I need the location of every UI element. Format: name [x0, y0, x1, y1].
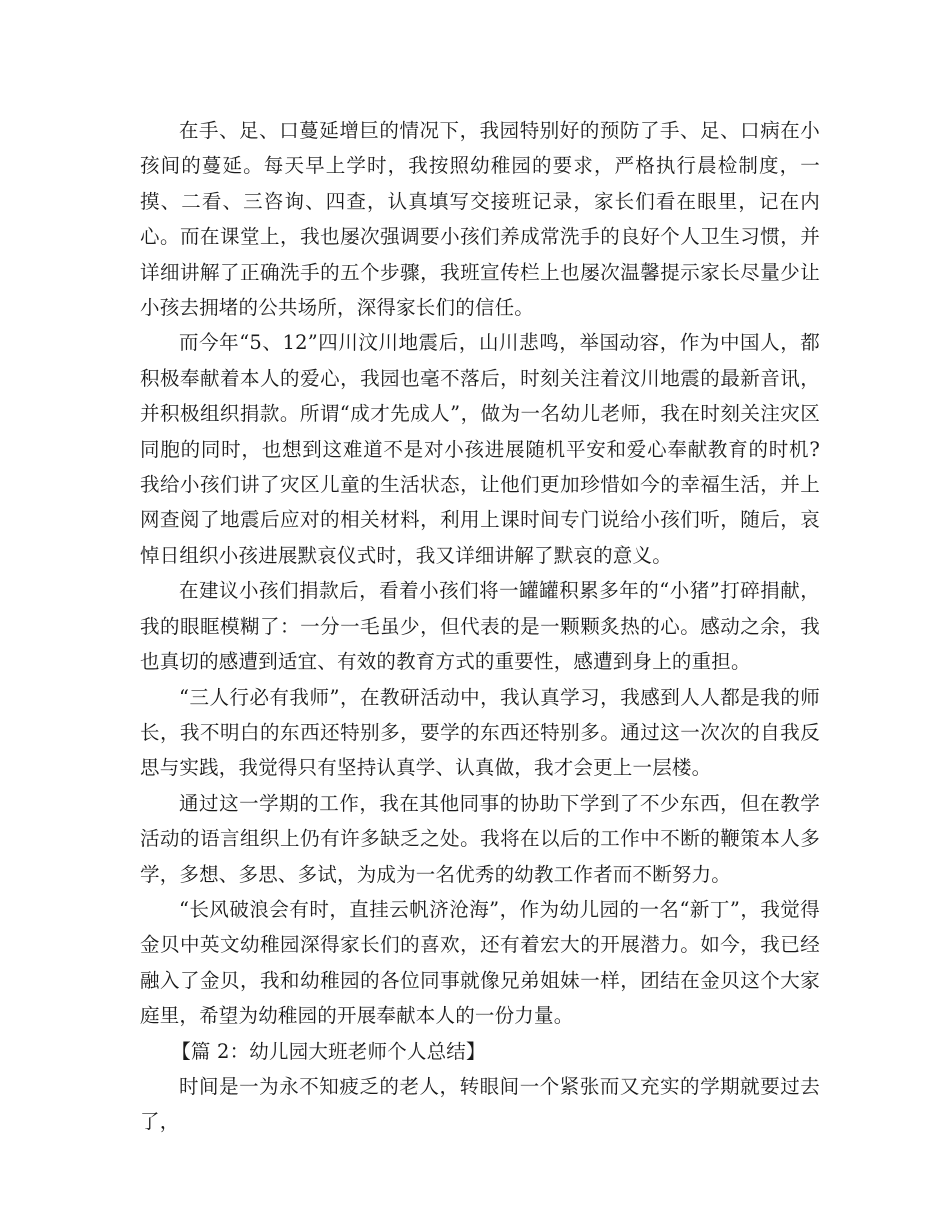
paragraph: 在手、足、口蔓延增巨的情况下，我园特别好的预防了手、足、口病在小孩间的蔓延。每天早上学时，我按照幼稚园的要求，严格执行晨检制度，一摸、二看、三咨询、四查，认真填写交接班记录，家长们看在眼里，记在内心。而在课堂上，我也屡次强调要小孩们养成常洗手的良好个人卫生习惯，并详细讲解了正确洗手的五个步骤，我班宣传栏上也屡次温馨提示家长尽量少让小孩去拥堵的公共场所，深得家长们的信任。: [140, 119, 820, 320]
closing-paragraph: 时间是一为永不知疲乏的老人，转眼间一个紧张而又充实的学期就要过去了，: [140, 1074, 820, 1134]
paragraph: “三人行必有我师”，在教研活动中，我认真学习，我感到人人都是我的师长，我不明白的东西还特别多，要学的东西还特别多。通过这一次次的自我反思与实践，我觉得只有坚持认真学、认真做，我才会更上一层楼。: [140, 685, 820, 780]
paragraph: 而今年“5、12”四川汶川地震后，山川悲鸣，举国动容，作为中国人，都积极奉献着本人的爱心，我园也毫不落后，时刻关注着汶川地震的最新音讯，并积极组织捐款。所谓“成才先成人”，做为一名幼儿老师，我在时刻关注灾区同胞的同时，也想到这难道不是对小孩进展随机平安和爱心奉献教育的时机?我给小孩们讲了灾区儿童的生活状态，让他们更加珍惜如今的幸福生活，并上网查阅了地震后应对的相关材料，利用上课时间专门说给小孩们听，随后，哀悼日组织小孩进展默哀仪式时，我又详细讲解了默哀的意义。: [140, 331, 820, 567]
paragraph: “长风破浪会有时，直挂云帆济沧海”，作为幼儿园的一名“新丁”，我觉得金贝中英文幼稚园深得家长们的喜欢，还有着宏大的开展潜力。如今，我已经融入了金贝，我和幼稚园的各位同事就像兄弟姐妹一样，团结在金贝这个大家庭里，希望为幼稚园的开展奉献本人的一份力量。: [140, 897, 820, 1028]
document-body: [140, 113, 820, 1140]
section-heading: 【篇 2：幼儿园大班老师个人总结】: [171, 1039, 486, 1063]
paragraph: 在建议小孩们捐款后，看着小孩们将一罐罐积累多年的“小猪”打碎捐献，我的眼眶模糊了：一分一毛虽少，但代表的是一颗颗炙热的心。感动之余，我也真切的感遭到适宜、有效的教育方式的重要性，感遭到身上的重担。: [140, 579, 820, 674]
paragraph: 通过这一学期的工作，我在其他同事的协助下学到了不少东西，但在教学活动的语言组织上仍有许多缺乏之处。我将在以后的工作中不断的鞭策本人多学，多想、多思、多试，为成为一名优秀的幼教工作者而不断努力。: [140, 791, 820, 886]
